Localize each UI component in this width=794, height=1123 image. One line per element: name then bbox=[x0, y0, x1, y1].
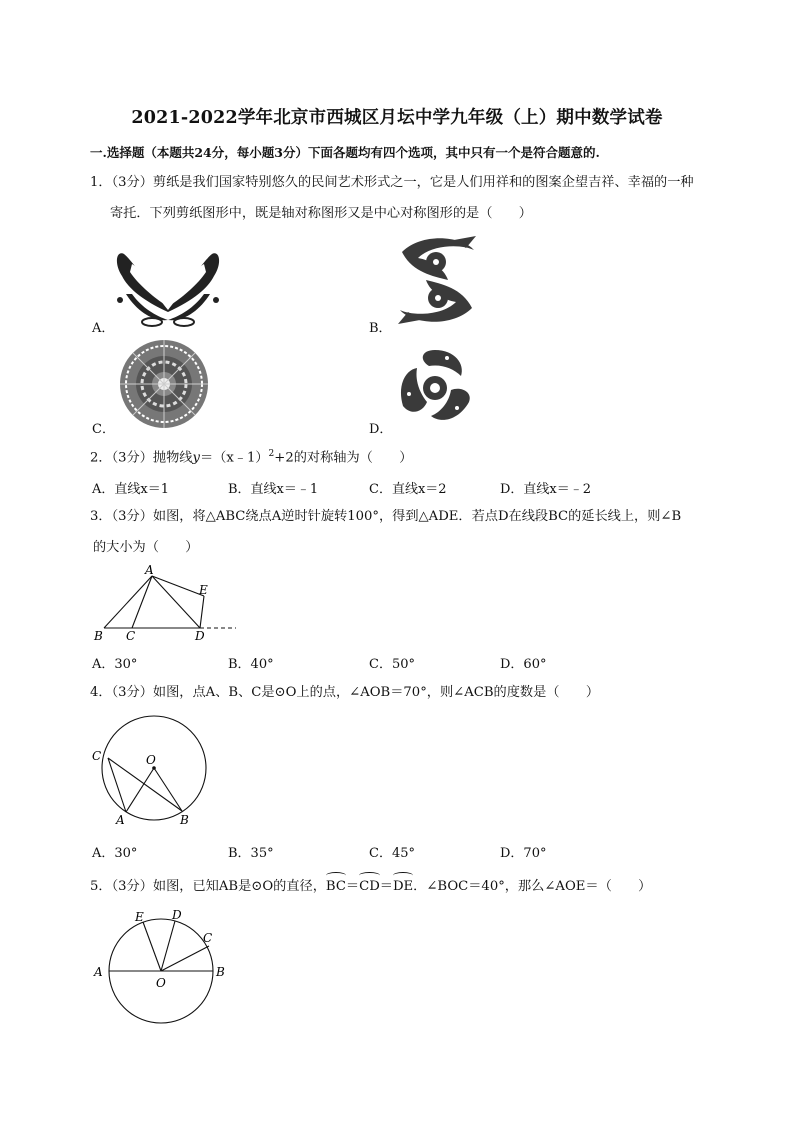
q3-label-a: A bbox=[145, 563, 154, 577]
q5-text-pre: 5．（3分）如图，已知AB是⊙O的直径， bbox=[90, 879, 326, 894]
q1-option-a-label: A． bbox=[92, 321, 115, 336]
q2-var: y bbox=[192, 450, 200, 466]
q3-triangle-diagram bbox=[86, 562, 246, 646]
q4-segment-ob bbox=[154, 768, 182, 811]
q5-circle-diagram bbox=[90, 906, 236, 1030]
q4-label-o: O bbox=[146, 753, 156, 767]
q1-text-line1: 1．（3分）剪纸是我们国家特别悠久的民间艺术形式之一，它是人们用祥和的图案企望吉祥、幸福的一种 bbox=[90, 175, 694, 190]
q3-segment-ad bbox=[152, 576, 200, 628]
q3-label-b: B bbox=[94, 629, 103, 643]
q5-eq2: ＝ bbox=[379, 879, 393, 894]
q3-option-c: C．50° bbox=[369, 657, 415, 672]
q1-option-b-fish-image bbox=[392, 232, 482, 328]
q5-label-d: D bbox=[172, 908, 182, 922]
q5-text-post: ．∠BOC＝40°，那么∠AOE＝（ ） bbox=[413, 879, 652, 894]
q3-segment-ac bbox=[132, 576, 152, 628]
q5-arc-bc: BC bbox=[326, 877, 346, 897]
q3-label-e: E bbox=[199, 583, 208, 597]
q2-option-a: A．直线x＝1 bbox=[92, 482, 169, 497]
q5-label-b: B bbox=[216, 965, 225, 979]
q3-segment-ab bbox=[104, 576, 152, 628]
q4-label-c: C bbox=[92, 749, 102, 763]
q5-arc-de: DE bbox=[393, 877, 413, 897]
page-title: 2021-2022学年北京市西城区月坛中学九年级（上）期中数学试卷 bbox=[131, 108, 663, 128]
q5-text bbox=[90, 877, 651, 897]
q3-segment-ae bbox=[152, 576, 204, 596]
q4-circle-diagram bbox=[88, 712, 214, 828]
q1-option-b-label: B． bbox=[369, 321, 392, 336]
q5-label-c: C bbox=[203, 931, 213, 945]
q2-text bbox=[90, 444, 412, 468]
q2-text-pre: 2．（3分）抛物线 bbox=[90, 450, 193, 466]
q4-option-a: A．30° bbox=[92, 846, 138, 861]
q3-segment-ed bbox=[200, 596, 204, 628]
q1-option-c-mandala-image bbox=[118, 338, 210, 430]
q4-text: 4．（3分）如图，点A、B、C是⊙O上的点，∠AOB＝70°，则∠ACB的度数是（ ） bbox=[90, 685, 600, 700]
q5-radius-oc bbox=[161, 946, 209, 971]
q1-option-d-label: D． bbox=[369, 422, 393, 437]
q3-text-line1: 3．（3分）如图，将△ABC绕点A逆时针旋转100°，得到△ADE．若点D在线段BC的延长线上，则∠B bbox=[90, 509, 682, 524]
q2-text-post: +2的对称轴为（ ） bbox=[274, 450, 413, 466]
q5-label-a: A bbox=[94, 965, 103, 979]
q4-label-b: B bbox=[180, 813, 189, 827]
q3-option-d: D．60° bbox=[500, 657, 547, 672]
q5-arc-cd: CD bbox=[359, 877, 380, 897]
q5-label-o: O bbox=[156, 976, 166, 990]
q4-option-b: B．35° bbox=[228, 846, 274, 861]
q2-option-d: D．直线x＝﹣2 bbox=[500, 482, 592, 497]
q4-segment-oa bbox=[126, 768, 154, 812]
q4-segment-cb bbox=[108, 758, 182, 811]
q4-option-c: C．45° bbox=[369, 846, 415, 861]
q1-option-d-three-fish-image bbox=[395, 346, 475, 426]
q1-option-a-butterfly-image bbox=[112, 250, 224, 328]
q4-option-d: D．70° bbox=[500, 846, 547, 861]
q4-label-a: A bbox=[116, 813, 125, 827]
q3-option-b: B．40° bbox=[228, 657, 274, 672]
q5-radius-oe bbox=[143, 922, 161, 971]
q2-text-mid: ＝（x﹣1） bbox=[199, 450, 269, 466]
q5-eq1: ＝ bbox=[345, 879, 360, 894]
q5-radius-od bbox=[161, 921, 175, 971]
q2-option-c: C．直线x＝2 bbox=[369, 482, 447, 497]
q1-option-c-label: C． bbox=[92, 422, 115, 437]
q2-exponent: 2 bbox=[268, 449, 275, 459]
q2-option-b: B．直线x＝﹣1 bbox=[228, 482, 319, 497]
q3-label-d: D bbox=[195, 629, 205, 643]
q3-label-c: C bbox=[126, 629, 136, 643]
section-heading: 一.选择题（本题共24分，每小题3分）下面各题均有四个选项，其中只有一个是符合题意的. bbox=[90, 145, 600, 160]
q3-text-line2: 的大小为（ ） bbox=[93, 540, 199, 555]
q5-label-e: E bbox=[135, 910, 144, 924]
q3-option-a: A．30° bbox=[92, 657, 138, 672]
q1-text-line2: 寄托．下列剪纸图形中，既是轴对称图形又是中心对称图形的是（ ） bbox=[110, 206, 532, 221]
